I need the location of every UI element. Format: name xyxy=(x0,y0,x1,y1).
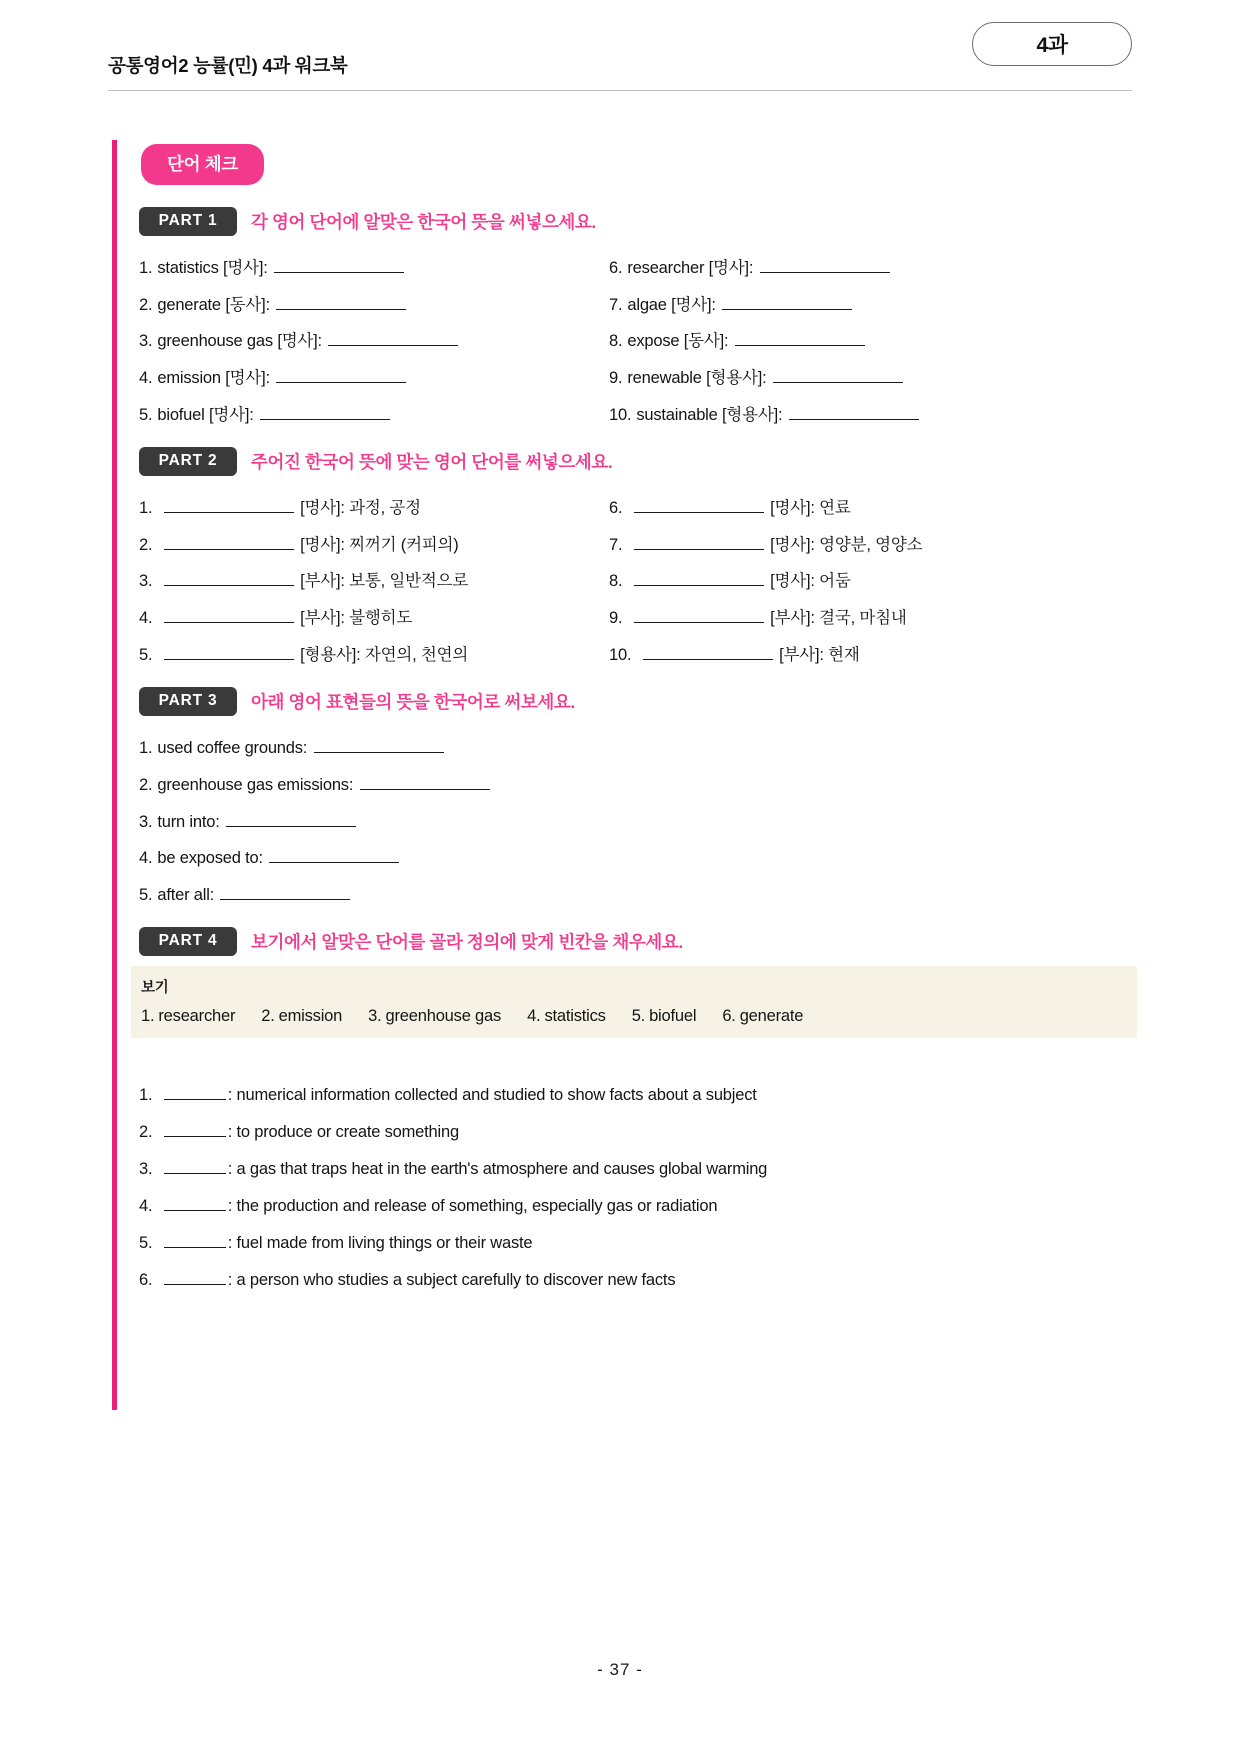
item-number: 2. xyxy=(139,775,153,794)
item-word: researcher xyxy=(627,259,705,277)
word-bank-number: 2. xyxy=(261,1007,275,1026)
item-number: 5. xyxy=(139,405,153,424)
list-item xyxy=(139,775,1132,796)
answer-blank[interactable] xyxy=(226,812,356,827)
list-item xyxy=(139,405,609,426)
item-word: biofuel xyxy=(157,405,205,424)
item-number: 8. xyxy=(609,572,623,591)
definition-text: : the production and release of something, especially gas or radiation xyxy=(227,1197,718,1216)
item-meaning: [명사]: 찌꺼기 (커피의) xyxy=(300,535,459,554)
answer-blank[interactable] xyxy=(634,498,764,513)
list-item xyxy=(139,1086,1132,1105)
item-number: 3. xyxy=(139,332,153,351)
part-instruction-3: 아래 영어 표현들의 뜻을 한국어로 써보세요. xyxy=(251,692,575,713)
part3-items xyxy=(139,738,1132,905)
definition-text: : numerical information collected and studied to show facts about a subject xyxy=(227,1086,757,1105)
item-phrase: be exposed to: xyxy=(157,849,263,868)
word-bank-number: 6. xyxy=(722,1007,736,1026)
list-item xyxy=(609,258,1132,279)
answer-blank[interactable] xyxy=(760,258,890,273)
item-number: 1. xyxy=(139,739,153,758)
word-bank-item xyxy=(722,1007,803,1026)
definition-text: : a person who studies a subject carefully to discover new facts xyxy=(227,1271,676,1290)
list-item xyxy=(139,1123,1132,1142)
answer-blank[interactable] xyxy=(360,775,490,790)
part-header-1 xyxy=(139,207,1132,236)
part-badge-1: PART 1 xyxy=(139,207,237,236)
section-badge: 단어 체크 xyxy=(141,144,264,185)
part-header-4 xyxy=(139,927,1132,956)
item-meaning: [부사]: 불행히도 xyxy=(300,609,413,627)
definition-text: : to produce or create something xyxy=(227,1123,459,1142)
item-word: renewable xyxy=(627,368,702,387)
item-meaning: [부사]: 결국, 마침내 xyxy=(770,609,907,627)
item-word: sustainable xyxy=(636,405,718,424)
list-item xyxy=(139,498,609,519)
list-item xyxy=(139,1160,1132,1179)
list-item xyxy=(609,498,1132,519)
answer-blank[interactable] xyxy=(164,571,294,586)
item-number: 5. xyxy=(139,645,153,664)
item-number: 3. xyxy=(139,812,153,831)
word-bank-number: 5. xyxy=(631,1007,646,1026)
item-number: 9. xyxy=(609,609,623,627)
item-number: 8. xyxy=(609,332,623,351)
item-word: greenhouse gas xyxy=(157,332,273,351)
item-number: 7. xyxy=(609,535,623,554)
word-bank-item xyxy=(527,1007,606,1026)
word-bank-word: emission xyxy=(278,1007,343,1026)
answer-blank[interactable] xyxy=(164,608,294,623)
list-item xyxy=(139,608,609,629)
answer-blank[interactable] xyxy=(634,535,764,550)
answer-blank[interactable] xyxy=(164,498,294,513)
list-item xyxy=(609,571,1132,592)
part4-definitions xyxy=(139,1086,1132,1290)
word-bank-word: researcher xyxy=(158,1007,236,1026)
item-meaning: [부사]: 보통, 일반적으로 xyxy=(300,572,469,591)
word-bank-label: 보기 xyxy=(141,980,169,997)
item-number: 4. xyxy=(139,849,153,868)
item-meaning: [명사]: 어둠 xyxy=(770,572,851,591)
item-pos: [형용사]: xyxy=(706,368,767,387)
item-word: statistics xyxy=(157,259,219,277)
part-badge-3: PART 3 xyxy=(139,687,237,716)
item-pos: [명사]: xyxy=(223,259,268,277)
item-number: 6. xyxy=(609,259,623,277)
item-number: 4. xyxy=(139,609,153,627)
word-bank-items xyxy=(141,1007,1137,1026)
part-instruction-4: 보기에서 알맞은 단어를 골라 정의에 맞게 빈칸을 채우세요. xyxy=(251,932,683,953)
list-item xyxy=(609,331,1132,352)
item-number: 4. xyxy=(139,368,153,387)
word-bank-word: statistics xyxy=(544,1007,606,1026)
item-meaning: [명사]: 영양분, 영양소 xyxy=(770,535,923,554)
part-header-2 xyxy=(139,447,1132,476)
answer-blank[interactable] xyxy=(164,1235,226,1248)
word-bank-item xyxy=(261,1007,342,1026)
list-item xyxy=(139,1197,1132,1216)
answer-blank[interactable] xyxy=(164,1198,226,1211)
item-pos: [형용사]: xyxy=(722,405,783,424)
item-number: 10. xyxy=(609,405,632,424)
answer-blank[interactable] xyxy=(164,1124,226,1137)
word-bank-word: generate xyxy=(739,1007,804,1026)
item-number: 6. xyxy=(609,499,623,518)
answer-blank[interactable] xyxy=(789,405,919,420)
item-number: 5. xyxy=(139,1234,153,1253)
answer-blank[interactable] xyxy=(722,295,852,310)
list-item xyxy=(609,295,1132,316)
item-number: 3. xyxy=(139,1160,153,1179)
item-number: 1. xyxy=(139,499,153,518)
list-item xyxy=(139,368,609,389)
word-bank-item xyxy=(141,1007,235,1026)
word-bank xyxy=(131,966,1137,1038)
word-bank-number: 3. xyxy=(368,1007,382,1026)
item-pos: [명사]: xyxy=(209,405,254,424)
answer-blank[interactable] xyxy=(735,331,865,346)
item-pos: [동사]: xyxy=(225,295,270,314)
item-number: 2. xyxy=(139,295,153,314)
list-item xyxy=(609,535,1132,556)
answer-blank[interactable] xyxy=(634,571,764,586)
list-item xyxy=(609,368,1132,389)
part-badge-2: PART 2 xyxy=(139,447,237,476)
list-item xyxy=(139,295,609,316)
list-item xyxy=(139,535,609,556)
item-number: 2. xyxy=(139,535,153,554)
item-word: emission xyxy=(157,368,221,387)
item-number: 5. xyxy=(139,885,153,904)
answer-blank[interactable] xyxy=(274,258,404,273)
word-bank-number: 1. xyxy=(141,1007,155,1026)
item-phrase: after all: xyxy=(157,885,215,904)
item-word: generate xyxy=(157,295,221,314)
item-pos: [동사]: xyxy=(683,332,729,351)
page-header xyxy=(108,34,1132,91)
item-phrase: used coffee grounds: xyxy=(157,739,308,758)
word-bank-item xyxy=(632,1007,697,1026)
answer-blank[interactable] xyxy=(276,368,406,383)
page-footer: - 37 - xyxy=(597,1660,643,1679)
item-pos: [명사]: xyxy=(225,368,270,387)
part-instruction-2: 주어진 한국어 뜻에 맞는 영어 단어를 써넣으세요. xyxy=(251,452,613,473)
answer-blank[interactable] xyxy=(634,608,764,623)
page-title: 공통영어2 능률(민) 4과 워크북 xyxy=(108,55,348,76)
word-bank-word: biofuel xyxy=(649,1007,697,1026)
list-item xyxy=(139,645,609,666)
definition-text: : a gas that traps heat in the earth's atmosphere and causes global warming xyxy=(227,1160,768,1179)
definition-text: : fuel made from living things or their waste xyxy=(227,1234,533,1253)
list-item xyxy=(609,405,1132,426)
item-number: 9. xyxy=(609,368,623,387)
item-number: 1. xyxy=(139,259,153,277)
item-meaning: [명사]: 과정, 공정 xyxy=(300,499,421,518)
item-phrase: turn into: xyxy=(157,812,220,831)
word-bank-word: greenhouse gas xyxy=(385,1007,502,1026)
item-number: 6. xyxy=(139,1271,153,1290)
list-item xyxy=(139,848,1132,869)
part1-items xyxy=(139,258,1132,425)
list-item xyxy=(139,1234,1132,1253)
item-number: 3. xyxy=(139,572,153,591)
list-item xyxy=(139,258,609,279)
list-item xyxy=(139,812,1132,833)
answer-blank[interactable] xyxy=(220,885,350,900)
answer-blank[interactable] xyxy=(276,295,406,310)
item-word: expose xyxy=(627,332,680,351)
answer-blank[interactable] xyxy=(164,645,294,660)
answer-blank[interactable] xyxy=(269,848,399,863)
item-pos: [명사]: xyxy=(708,259,754,277)
item-pos: [명사]: xyxy=(277,332,322,351)
answer-blank[interactable] xyxy=(164,535,294,550)
list-item xyxy=(609,645,1132,666)
worksheet-content xyxy=(112,140,1132,1410)
answer-blank[interactable] xyxy=(260,405,390,420)
list-item xyxy=(139,885,1132,906)
answer-blank[interactable] xyxy=(164,1161,226,1174)
part2-items xyxy=(139,498,1132,665)
item-number: 1. xyxy=(139,1086,153,1105)
answer-blank[interactable] xyxy=(314,738,444,753)
item-phrase: greenhouse gas emissions: xyxy=(157,775,354,794)
part-badge-4: PART 4 xyxy=(139,927,237,956)
item-meaning: [부사]: 현재 xyxy=(779,645,860,664)
answer-blank[interactable] xyxy=(643,645,773,660)
item-number: 2. xyxy=(139,1123,153,1142)
word-bank-number: 4. xyxy=(527,1007,541,1026)
item-word: algae xyxy=(627,295,667,314)
item-meaning: [명사]: 연료 xyxy=(770,499,851,518)
answer-blank[interactable] xyxy=(164,1272,226,1285)
answer-blank[interactable] xyxy=(328,331,458,346)
list-item xyxy=(139,738,1132,759)
part-header-3 xyxy=(139,687,1132,716)
answer-blank[interactable] xyxy=(773,368,903,383)
list-item xyxy=(609,608,1132,629)
lesson-badge: 4과 xyxy=(972,22,1132,66)
item-meaning: [형용사]: 자연의, 천연의 xyxy=(300,645,469,664)
answer-blank[interactable] xyxy=(164,1087,226,1100)
item-number: 10. xyxy=(609,645,632,664)
item-number: 4. xyxy=(139,1197,153,1216)
list-item xyxy=(139,331,609,352)
word-bank-item xyxy=(368,1007,501,1026)
list-item xyxy=(139,571,609,592)
item-number: 7. xyxy=(609,295,623,314)
item-pos: [명사]: xyxy=(671,295,716,314)
part-instruction-1: 각 영어 단어에 알맞은 한국어 뜻을 써넣으세요. xyxy=(251,212,596,232)
list-item xyxy=(139,1271,1132,1290)
